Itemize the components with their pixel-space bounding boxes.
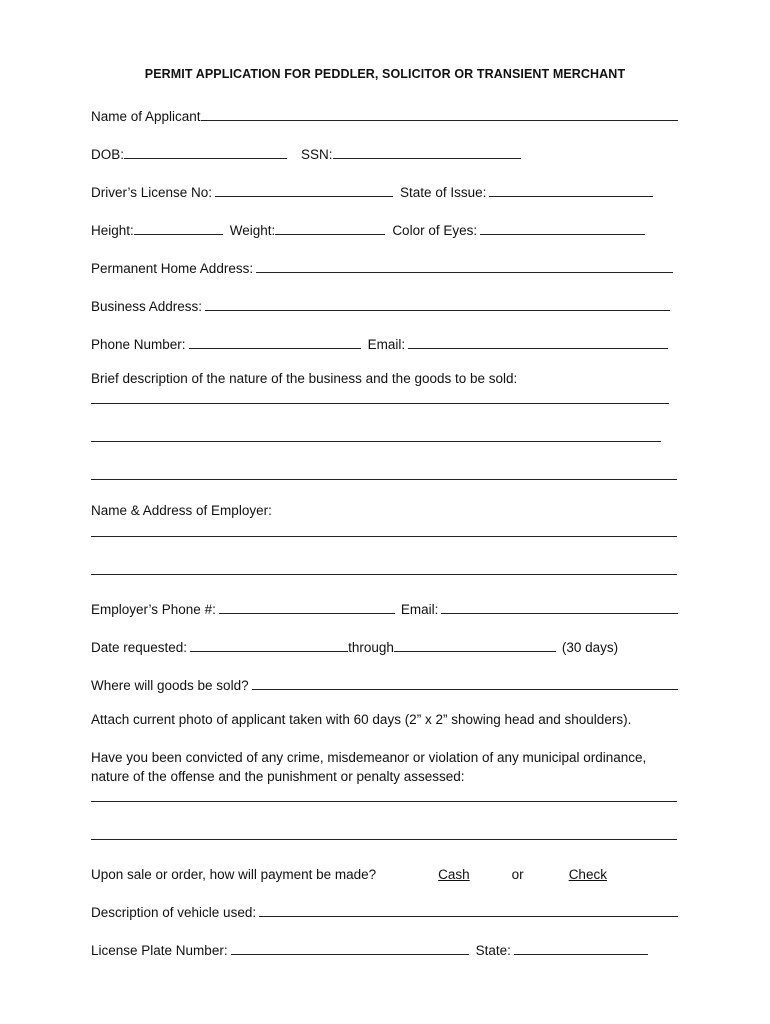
dl-label: Driver’s License No: [91, 185, 213, 200]
plate-field[interactable] [231, 954, 469, 955]
row-phone-email [91, 330, 668, 352]
ssn-label: SSN: [301, 147, 333, 162]
phone-label: Phone Number: [91, 337, 186, 352]
row-applicant-name [91, 102, 678, 124]
form-title: PERMIT APPLICATION FOR PEDDLER, SOLICITOR OR TRANSIENT MERCHANT [144, 67, 626, 81]
ssn-field[interactable] [333, 158, 521, 159]
convicted-question-line-1: Have you been convicted of any crime, misdemeanor or violation of any municipal ordinance, [91, 750, 647, 765]
row-vehicle [91, 898, 678, 920]
dob-field[interactable] [124, 158, 287, 159]
row-date-requested [91, 633, 678, 655]
employer-email-field[interactable] [441, 613, 678, 614]
business-address-label: Business Address: [91, 299, 203, 314]
row-drivers-license [91, 178, 678, 200]
description-line-3[interactable] [91, 479, 677, 480]
row-payment [91, 860, 678, 882]
dl-field[interactable] [215, 196, 393, 197]
home-address-field[interactable] [256, 272, 673, 273]
home-address-label: Permanent Home Address: [91, 261, 254, 276]
height-label: Height: [91, 223, 134, 238]
convicted-line-1[interactable] [91, 801, 677, 802]
email-field[interactable] [408, 348, 668, 349]
where-sold-label: Where will goods be sold? [91, 678, 249, 693]
convicted-line-2[interactable] [91, 839, 677, 840]
email-label: Email: [367, 337, 406, 352]
eyes-field[interactable] [480, 234, 645, 235]
weight-field[interactable] [275, 234, 385, 235]
description-line-2[interactable] [91, 441, 661, 442]
eyes-label: Color of Eyes: [392, 223, 478, 238]
payment-cash-option[interactable]: Cash [438, 867, 470, 882]
name-label: Name of Applicant [91, 109, 201, 124]
employer-phone-label: Employer’s Phone #: [91, 602, 216, 617]
weight-label: Weight: [229, 223, 276, 238]
row-business-address [91, 292, 670, 314]
date-to-field[interactable] [394, 651, 556, 652]
employer-label: Name & Address of Employer: [91, 503, 272, 518]
employer-phone-field[interactable] [219, 613, 395, 614]
row-home-address [91, 254, 673, 276]
days-label: (30 days) [561, 640, 619, 655]
convicted-question-line-2: nature of the offense and the punishment or penalty assessed: [91, 769, 465, 784]
payment-or-label: or [511, 867, 524, 882]
employer-line-2[interactable] [91, 574, 677, 575]
vehicle-label: Description of vehicle used: [91, 905, 257, 920]
row-employer-phone-email [91, 595, 678, 617]
row-where-sold [91, 671, 678, 693]
height-field[interactable] [134, 234, 223, 235]
state-issue-field[interactable] [489, 196, 653, 197]
employer-line-1[interactable] [91, 536, 677, 537]
name-field[interactable] [201, 120, 678, 121]
row-dob-ssn [91, 140, 678, 162]
dob-label: DOB: [91, 147, 125, 162]
date-requested-label: Date requested: [91, 640, 188, 655]
state-issue-label: State of Issue: [400, 185, 487, 200]
row-license-plate [91, 936, 678, 958]
vehicle-field[interactable] [259, 916, 678, 917]
through-label: through [348, 640, 394, 655]
employer-email-label: Email: [400, 602, 439, 617]
plate-label: License Plate Number: [91, 943, 228, 958]
plate-state-field[interactable] [514, 954, 648, 955]
photo-instruction: Attach current photo of applicant taken with 60 days (2” x 2” showing head and shoulders). [91, 712, 632, 727]
business-address-field[interactable] [205, 310, 670, 311]
phone-field[interactable] [189, 348, 361, 349]
description-label: Brief description of the nature of the business and the goods to be sold: [91, 371, 518, 386]
plate-state-label: State: [475, 943, 511, 958]
payment-check-option[interactable]: Check [568, 867, 607, 882]
description-line-1[interactable] [91, 403, 669, 404]
where-sold-field[interactable] [252, 689, 678, 690]
row-height-weight-eyes [91, 216, 678, 238]
date-from-field[interactable] [190, 651, 348, 652]
payment-label: Upon sale or order, how will payment be made? [91, 867, 377, 882]
